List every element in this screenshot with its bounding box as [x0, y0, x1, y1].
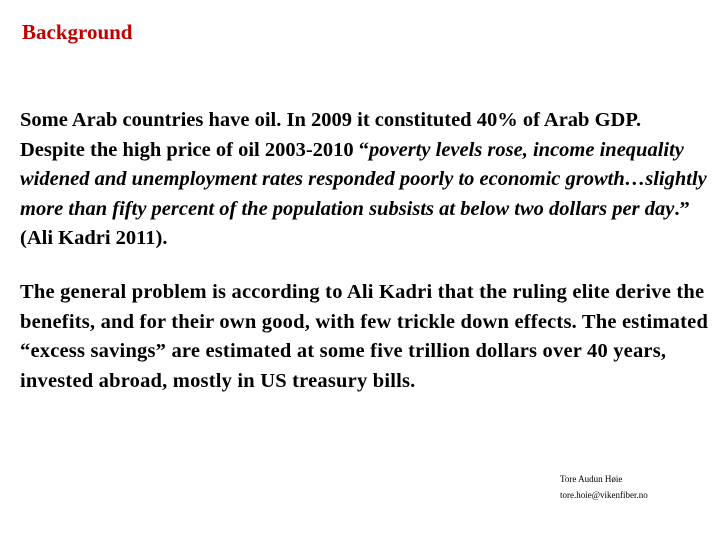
kadri-quote: poverty levels rose, income inequality widened and unemployment rates responded poorly to economic growth…slightly more than fifty percent of the population subsists at below two dollars per day — [20, 138, 707, 220]
paragraph-oil — [20, 106, 710, 254]
footer-email: tore.hoie@vikenfiber.no — [560, 490, 648, 500]
paragraph-ruling-elite: The general problem is according to Ali Kadri that the ruling elite derive the benefits, and for their own good, with few trickle down effects. The estimated “excess savings” are estimated at some five trillion dollars over 40 years, invested abroad, mostly in US treasury bills. — [20, 281, 709, 392]
slide-title: Background — [22, 20, 133, 44]
paragraph-oil-citation: .” (Ali Kadri 2011). — [20, 197, 690, 249]
footer-author: Tore Audun Høie — [560, 474, 623, 484]
paragraph-oil-text: Some Arab countries have oil. In 2009 it constituted 40% of Arab GDP. Despite the high price of oil 2003-2010 “ — [20, 109, 642, 161]
